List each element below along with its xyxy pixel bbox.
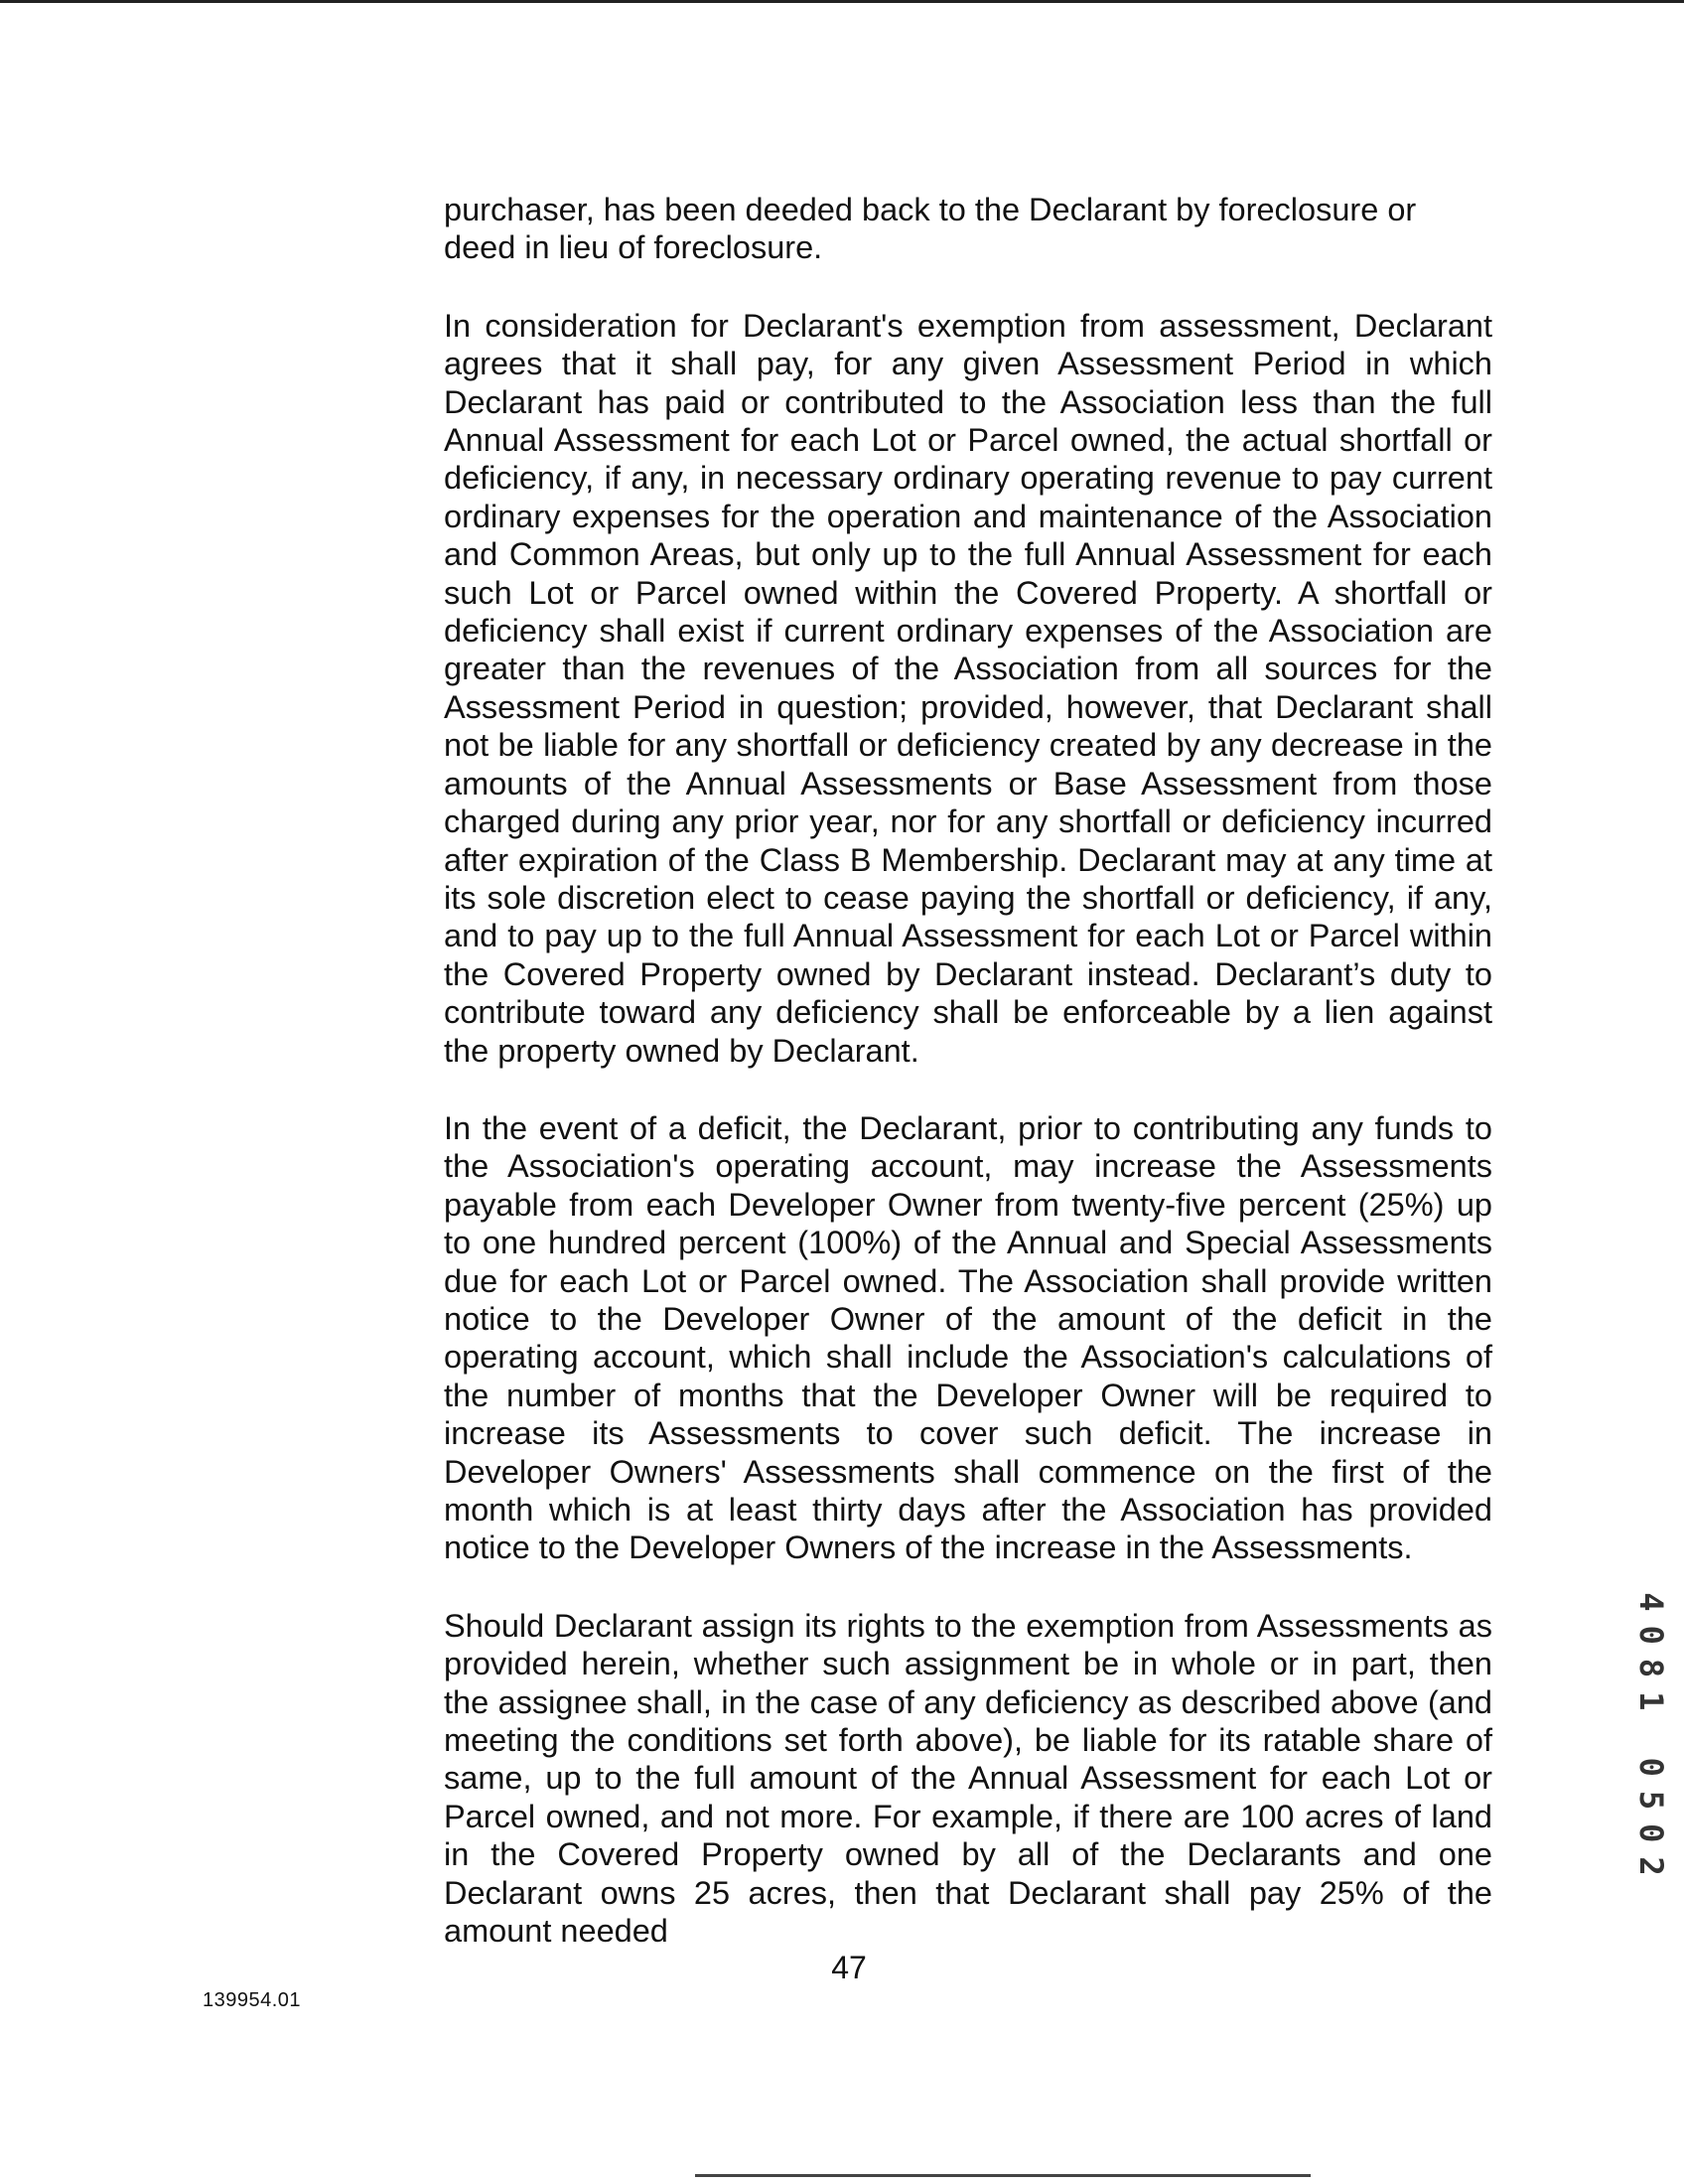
document-body [444, 191, 1492, 1989]
page-number: 47 [831, 1950, 867, 1985]
document-id: 139954.01 [203, 1989, 302, 2011]
recording-stamp [1631, 1574, 1671, 1907]
bottom-border-line [695, 2174, 1311, 2177]
paragraph-declarant-shortfall: In consideration for Declarant's exemption from assessment, Declarant agrees that it shall pay, for any given Assessment Period in which Declarant has paid or contributed to the Association less than the full Annual Assessment for each Lot or Parcel owned, the actual shortfall or deficiency, if any, in necessary ordinary operating revenue to pay current ordinary expenses for the operation and maintenance of the Association and Common Areas, but only up to the full Annual Assessment for each such Lot or Parcel owned within the Covered Property. A shortfall or deficiency shall exist if current ordinary expenses of the Association are greater than the revenues of the Association from all sources for the Assessment Period in question; provided, however, that Declarant shall not be liable for any shortfall or deficiency created by any decrease in the amounts of the Annual Assessments or Base Assessment from those charged during any prior year, nor for any shortfall or deficiency incurred after expiration of the Class B Membership. Declarant may at any time at its sole discretion elect to cease paying the shortfall or deficiency, if any, and to pay up to the full Annual Assessment for each Lot or Parcel within the Covered Property owned by Declarant instead. Declarant’s duty to contribute toward any deficiency shall be enforceable by a lien against the property owned by Declarant. [444, 307, 1492, 1069]
top-border-line [0, 0, 1684, 3]
recording-stamp-text: 4081 0502 [1632, 1591, 1670, 1890]
paragraph-deficit-increase: In the event of a deficit, the Declarant, prior to contributing any funds to the Association's operating account, may increase the Assessments payable from each Developer Owner from twenty-five percent (25%) up to one hundred percent (100%) of the Annual and Special Assessments due for each Lot or Parcel owned. The Association shall provide written notice to the Developer Owner of the amount of the deficit in the operating account, which shall include the Association's calculations of the number of months that the Developer Owner will be required to increase its Assessments to cover such deficit. The increase in Developer Owners' Assessments shall commence on the first of the month which is at least thirty days after the Association has provided notice to the Developer Owners of the increase in the Assessments. [444, 1109, 1492, 1566]
paragraph-continuation: purchaser, has been deeded back to the Declarant by foreclosure or deed in lieu of foreclosure. [444, 192, 1417, 266]
paragraph-assignment: Should Declarant assign its rights to the exemption from Assessments as provided herein, whether such assignment be in whole or in part, then the assignee shall, in the case of any deficiency as described above (and meeting the conditions set forth above), be liable for its ratable share of same, up to the full amount of the Annual Assessment for each Lot or Parcel owned, and not more. For example, if there are 100 acres of land in the Covered Property owned by all of the Declarants and one Declarant owns 25 acres, then that Declarant shall pay 25% of the amount needed [444, 1607, 1492, 1950]
